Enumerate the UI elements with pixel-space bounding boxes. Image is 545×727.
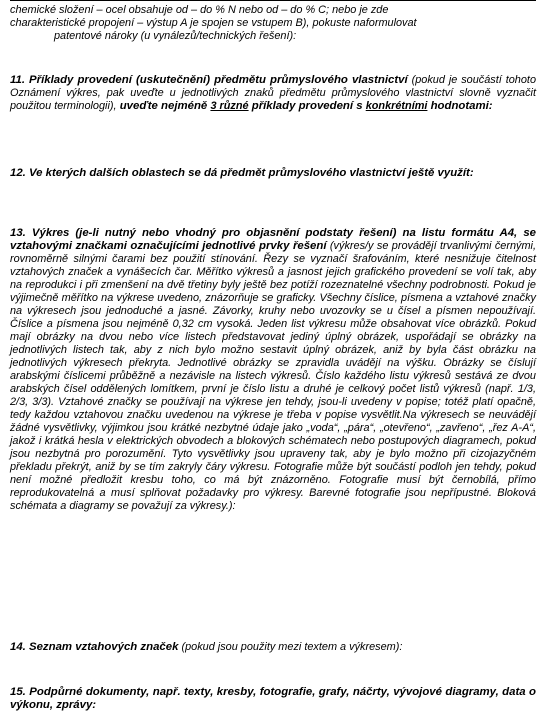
section-11-heading: 11. Příklady provedení (uskutečnění) předmětu průmyslového vlastnictví (10, 74, 408, 86)
section-12 (10, 167, 536, 180)
section-12-heading: 12. Ve kterých dalších oblastech se dá předmět průmyslového vlastnictví ještě využít: (10, 167, 474, 179)
section-11-underline-2: konkrétními (365, 100, 428, 112)
section-15 (10, 686, 536, 712)
section-14-heading: 14. Seznam vztahových značek (10, 641, 179, 653)
section-13 (10, 227, 536, 513)
section-14-note: (pokud jsou použity mezi textem a výkresem): (178, 641, 403, 653)
section-12-paragraph (10, 167, 536, 180)
intro-paragraph (10, 4, 536, 43)
section-11-bold-3: hodnotami: (427, 100, 493, 112)
section-11-bold-2: příklady provedení s (248, 100, 366, 112)
intro-line-1: chemické složení – ocel obsahuje od – do % N nebo od – do % C; nebo je zde (10, 4, 389, 16)
section-13-body: (výkres/y se provádějí trvanlivými černými, rovnoměrně silnými čarami bez použití stínování. Řezy se vyznačí šrafováním, které nesnižuje čitelnost vztahových značek a vynášecích čar. Měřítko výkresů a jasnost jejich grafického provedení se volí tak, aby na reprodukci i při zmenšení na dvě třetiny byly ještě bez potíží rozeznatelné všechny podrobnosti. Pokud je výjimečně měřítko na výkrese uvedeno, znázorňuje se graficky. Všechny číslice, písmena a vztahové značky na výkresech jsou jednoduché a jasné. Závorky, kruhy nebo uvozovky se u čísel a písmen nepoužívají. Číslice a písmena jsou nejméně 0,32 cm vysoká. Jeden list výkresu může obsahovat více obrázků. Pokud mají obrázky na dvou nebo více listech představovat jediný úplný obrázek, uspořádají se obrázky na jednotlivých listech tak, aby z nich bylo možno sestavit úplný obrázek, aniž by byla část obrázku na jednotlivých výkresech překryta. Jednotlivé obrázky se zpravidla uvádějí na výšku. Obrázky se číslují arabskými číslicemi průběžně a nezávisle na listech výkresů. Číslo každého listu výkresů sestává ze dvou arabských čísel oddělených lomítkem, první je číslo listu a druhé je celkový počet listů výkresů (např. 1/3, 2/3, 3/3). Vztahové značky se používají na výkrese jen tehdy, jsou-li uvedeny v popise; totéž platí opačně, tedy každou vztahovou značku uvedenou na výkrese je třeba v popise vysvětlit.Na výkresech se neuvádějí žádné vysvětlivky, výjimkou jsou krátké nezbytné údaje jako „voda“, „pára“, „otevřeno“, „zavřeno“, „řez A-A“, jakož i krátká hesla v elektrických obvodech a blokových schématech nebo postupových diagramech, pokud jsou nezbytná pro porozumění. Tyto vysvětlivky jsou upraveny tak, aby je bylo možno při cizojazyčném překladu překrýt, aniž by se tím zakryly čáry výkresu. Fotografie může být součástí podloh jen tehdy, pokud není možné předložit kresbu toho, co má být znázorněno. Fotografie musí být černobílá, přímo reprodukovatelná a musí splňovat požadavky pro výkresy. Barevné fotografie jsou nepřípustné. Bloková schémata a diagramy se považují za výkresy.): (10, 240, 536, 512)
intro-line-3: patentové nároky (u vynálezů/technických řešení): (54, 30, 297, 42)
section-11 (10, 74, 536, 113)
section-15-heading: 15. Podpůrné dokumenty, např. texty, kresby, fotografie, grafy, náčrty, vývojové diagramy, data o výkonu, zprávy: (10, 686, 536, 711)
section-14-paragraph (10, 641, 536, 654)
section-11-underline-1: 3 různé (210, 100, 249, 112)
section-14 (10, 641, 536, 654)
section-11-paragraph (10, 74, 536, 113)
intro-line-2: charakteristické propojení – výstup A je spojen se vstupem B), pokuste naformulovat (10, 17, 417, 29)
section-15-paragraph (10, 686, 536, 712)
section-11-bold-1: uveďte nejméně (116, 100, 211, 112)
section-13-heading: 13. Výkres (je-li nutný nebo vhodný pro objasnění podstaty řešení) na listu formátu A4, se vztahovými značkami označujícími jednotlivé prvky řešení (10, 227, 536, 252)
section-11-note: (pokud je součástí tohoto Oznámení výkres, pak uveďte u jednotlivých znaků předmětu průmyslového vlastnictví slovně vyznačit použitou terminologii), (10, 74, 537, 112)
top-rule (10, 0, 536, 1)
section-13-paragraph (10, 227, 536, 513)
